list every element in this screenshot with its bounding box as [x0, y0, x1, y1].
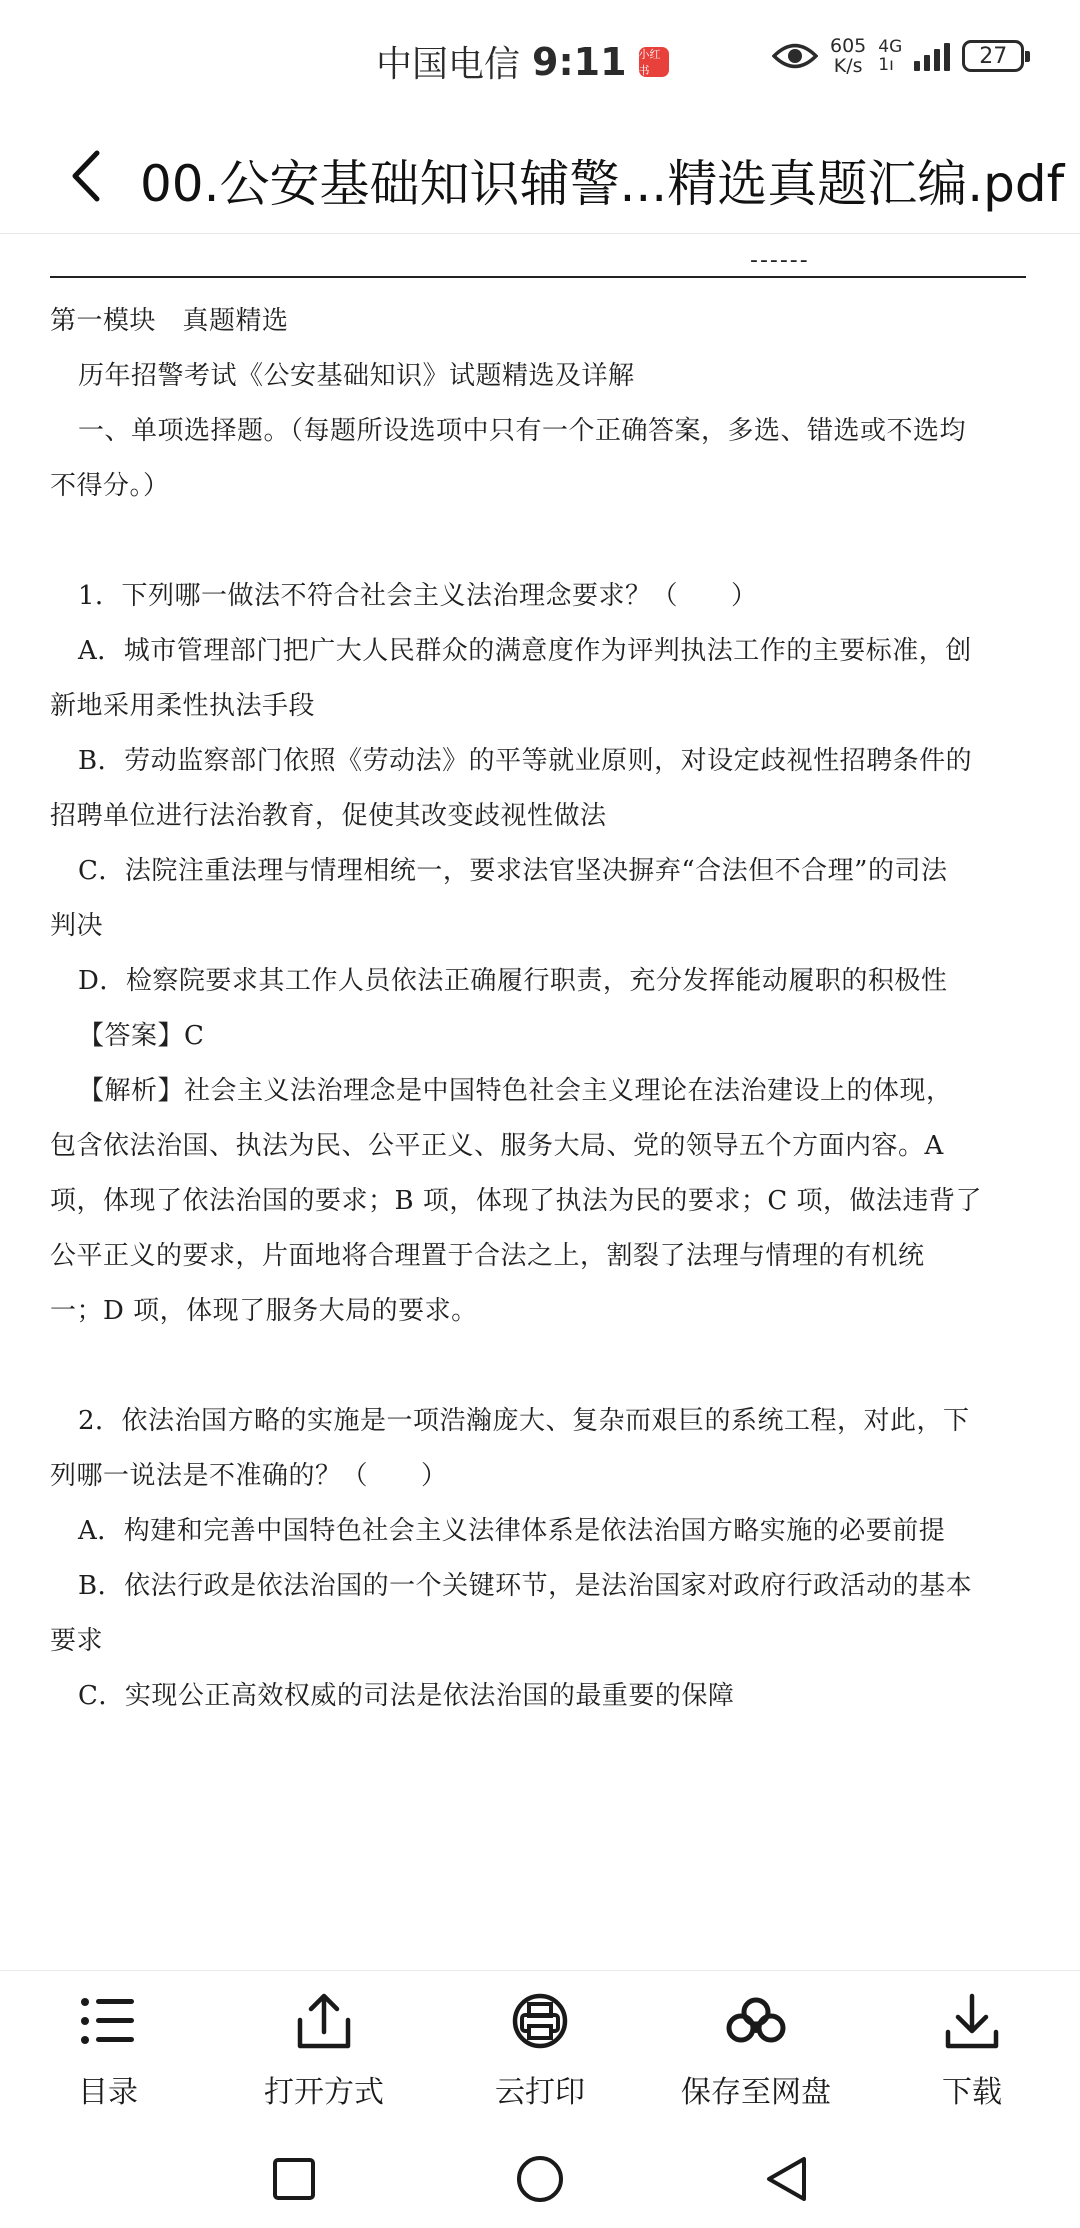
battery-level: 27 — [979, 43, 1008, 69]
question-2-stem-cont: 列哪一说法是不准确的？（ ） — [50, 1461, 448, 1491]
download-button[interactable] — [864, 1971, 1080, 2130]
question-1-answer: 【答案】C — [78, 1021, 205, 1051]
save-to-drive-label: 保存至网盘 — [681, 2075, 831, 2110]
toc-label: 目录 — [78, 2075, 138, 2110]
question-1-option-b: B．劳动监察部门依照《劳动法》的平等就业原则，对设定歧视性招聘条件的 — [78, 746, 973, 776]
net-speed-unit: K/s — [833, 55, 863, 77]
cloud-print-label: 云打印 — [495, 2075, 585, 2110]
back-button[interactable] — [56, 146, 116, 206]
question-1-option-d: D．检察院要求其工作人员依法正确履行职责，充分发挥能动履职的积极性 — [78, 966, 948, 996]
status-center — [376, 36, 669, 87]
question-1-stem: 1．下列哪一做法不符合社会主义法治理念要求？（ ） — [78, 581, 758, 611]
recents-square-icon — [272, 2157, 316, 2201]
net-speed-value: 605 — [830, 35, 867, 57]
question-1-analysis: 【解析】社会主义法治理念是中国特色社会主义理论在法治建设上的体现， — [78, 1076, 953, 1106]
signal-strength-icon — [914, 41, 950, 71]
question-2-option-c: C．实现公正高效权威的司法是依法治国的最重要的保障 — [78, 1681, 735, 1711]
back-chevron-icon — [69, 149, 103, 203]
question-2-option-a: A．构建和完善中国特色社会主义法律体系是依法治国方略实施的必要前提 — [78, 1516, 946, 1546]
cloud-print-button[interactable] — [432, 1971, 648, 2130]
clock: 9:11 — [532, 39, 627, 84]
status-bar — [0, 0, 1080, 120]
section-subtitle: 历年招警考试《公安基础知识》试题精选及详解 — [78, 361, 635, 391]
list-icon — [76, 1989, 140, 2053]
printer-icon — [508, 1989, 572, 2053]
cloud-drive-icon — [724, 1989, 788, 2053]
back-triangle-icon — [764, 2155, 808, 2203]
question-1-analysis-cont: 项，体现了依法治国的要求；B 项，体现了执法为民的要求；C 项，做法违背了 — [50, 1186, 983, 1216]
recents-button[interactable] — [266, 2151, 322, 2207]
question-1-option-c-cont: 判决 — [50, 911, 104, 941]
home-circle-icon — [515, 2154, 565, 2204]
network-type-label: 4G — [878, 37, 903, 57]
question-2-stem: 2．依法治国方略的实施是一项浩瀚庞大、复杂而艰巨的系统工程，对此，下 — [78, 1406, 970, 1436]
network-type — [878, 38, 902, 74]
net-speed — [830, 36, 866, 76]
toc-button[interactable] — [0, 1971, 216, 2130]
module-heading: 第一模块 真题精选 — [50, 306, 289, 336]
bottom-toolbar — [0, 1970, 1080, 2130]
question-1-option-c: C．法院注重法理与情理相统一，要求法官坚决摒弃“合法但不合理”的司法 — [78, 856, 948, 886]
question-1-analysis-cont: 一；D 项，体现了服务大局的要求。 — [50, 1296, 478, 1326]
question-1-analysis-cont: 包含依法治国、执法为民、公平正义、服务大局、党的领导五个方面内容。A — [50, 1131, 944, 1161]
carrier-name: 中国电信 — [376, 44, 521, 85]
home-button[interactable] — [512, 2151, 568, 2207]
page-header-mark: ------ — [750, 248, 810, 273]
notification-app-icon: 小红书 — [639, 47, 669, 77]
network-sub-label: 1ı — [878, 55, 894, 75]
question-1-option-a-cont: 新地采用柔性执法手段 — [50, 691, 316, 721]
open-with-button[interactable] — [216, 1971, 432, 2130]
save-to-drive-button[interactable] — [648, 1971, 864, 2130]
document-title: 00.公安基础知识辅警...精选真题汇编.pdf — [140, 155, 1065, 213]
question-2-option-b-cont: 要求 — [50, 1626, 104, 1656]
title-bar — [0, 120, 1080, 234]
share-icon — [292, 1989, 356, 2053]
question-1-analysis-cont: 公平正义的要求，片面地将合理置于合法之上，割裂了法理与情理的有机统 — [50, 1241, 925, 1271]
pdf-page[interactable] — [0, 234, 1080, 1970]
battery-icon — [962, 40, 1024, 72]
open-with-label: 打开方式 — [264, 2075, 384, 2110]
system-back-button[interactable] — [758, 2151, 814, 2207]
instructions-line: 一、单项选择题。（每题所设选项中只有一个正确答案，多选、错选或不选均 — [78, 416, 967, 446]
system-nav-bar — [0, 2130, 1080, 2228]
status-right — [772, 36, 1024, 76]
question-1-option-b-cont: 招聘单位进行法治教育，促使其改变歧视性做法 — [50, 801, 607, 831]
download-icon — [940, 1989, 1004, 2053]
instructions-line: 不得分。） — [50, 471, 170, 501]
eye-comfort-icon — [772, 41, 818, 71]
question-1-option-a: A．城市管理部门把广大人民群众的满意度作为评判执法工作的主要标准，创 — [78, 636, 972, 666]
download-label: 下载 — [942, 2075, 1002, 2110]
question-2-option-b: B．依法行政是依法治国的一个关键环节，是法治国家对政府行政活动的基本 — [78, 1571, 973, 1601]
header-rule — [50, 276, 1026, 278]
